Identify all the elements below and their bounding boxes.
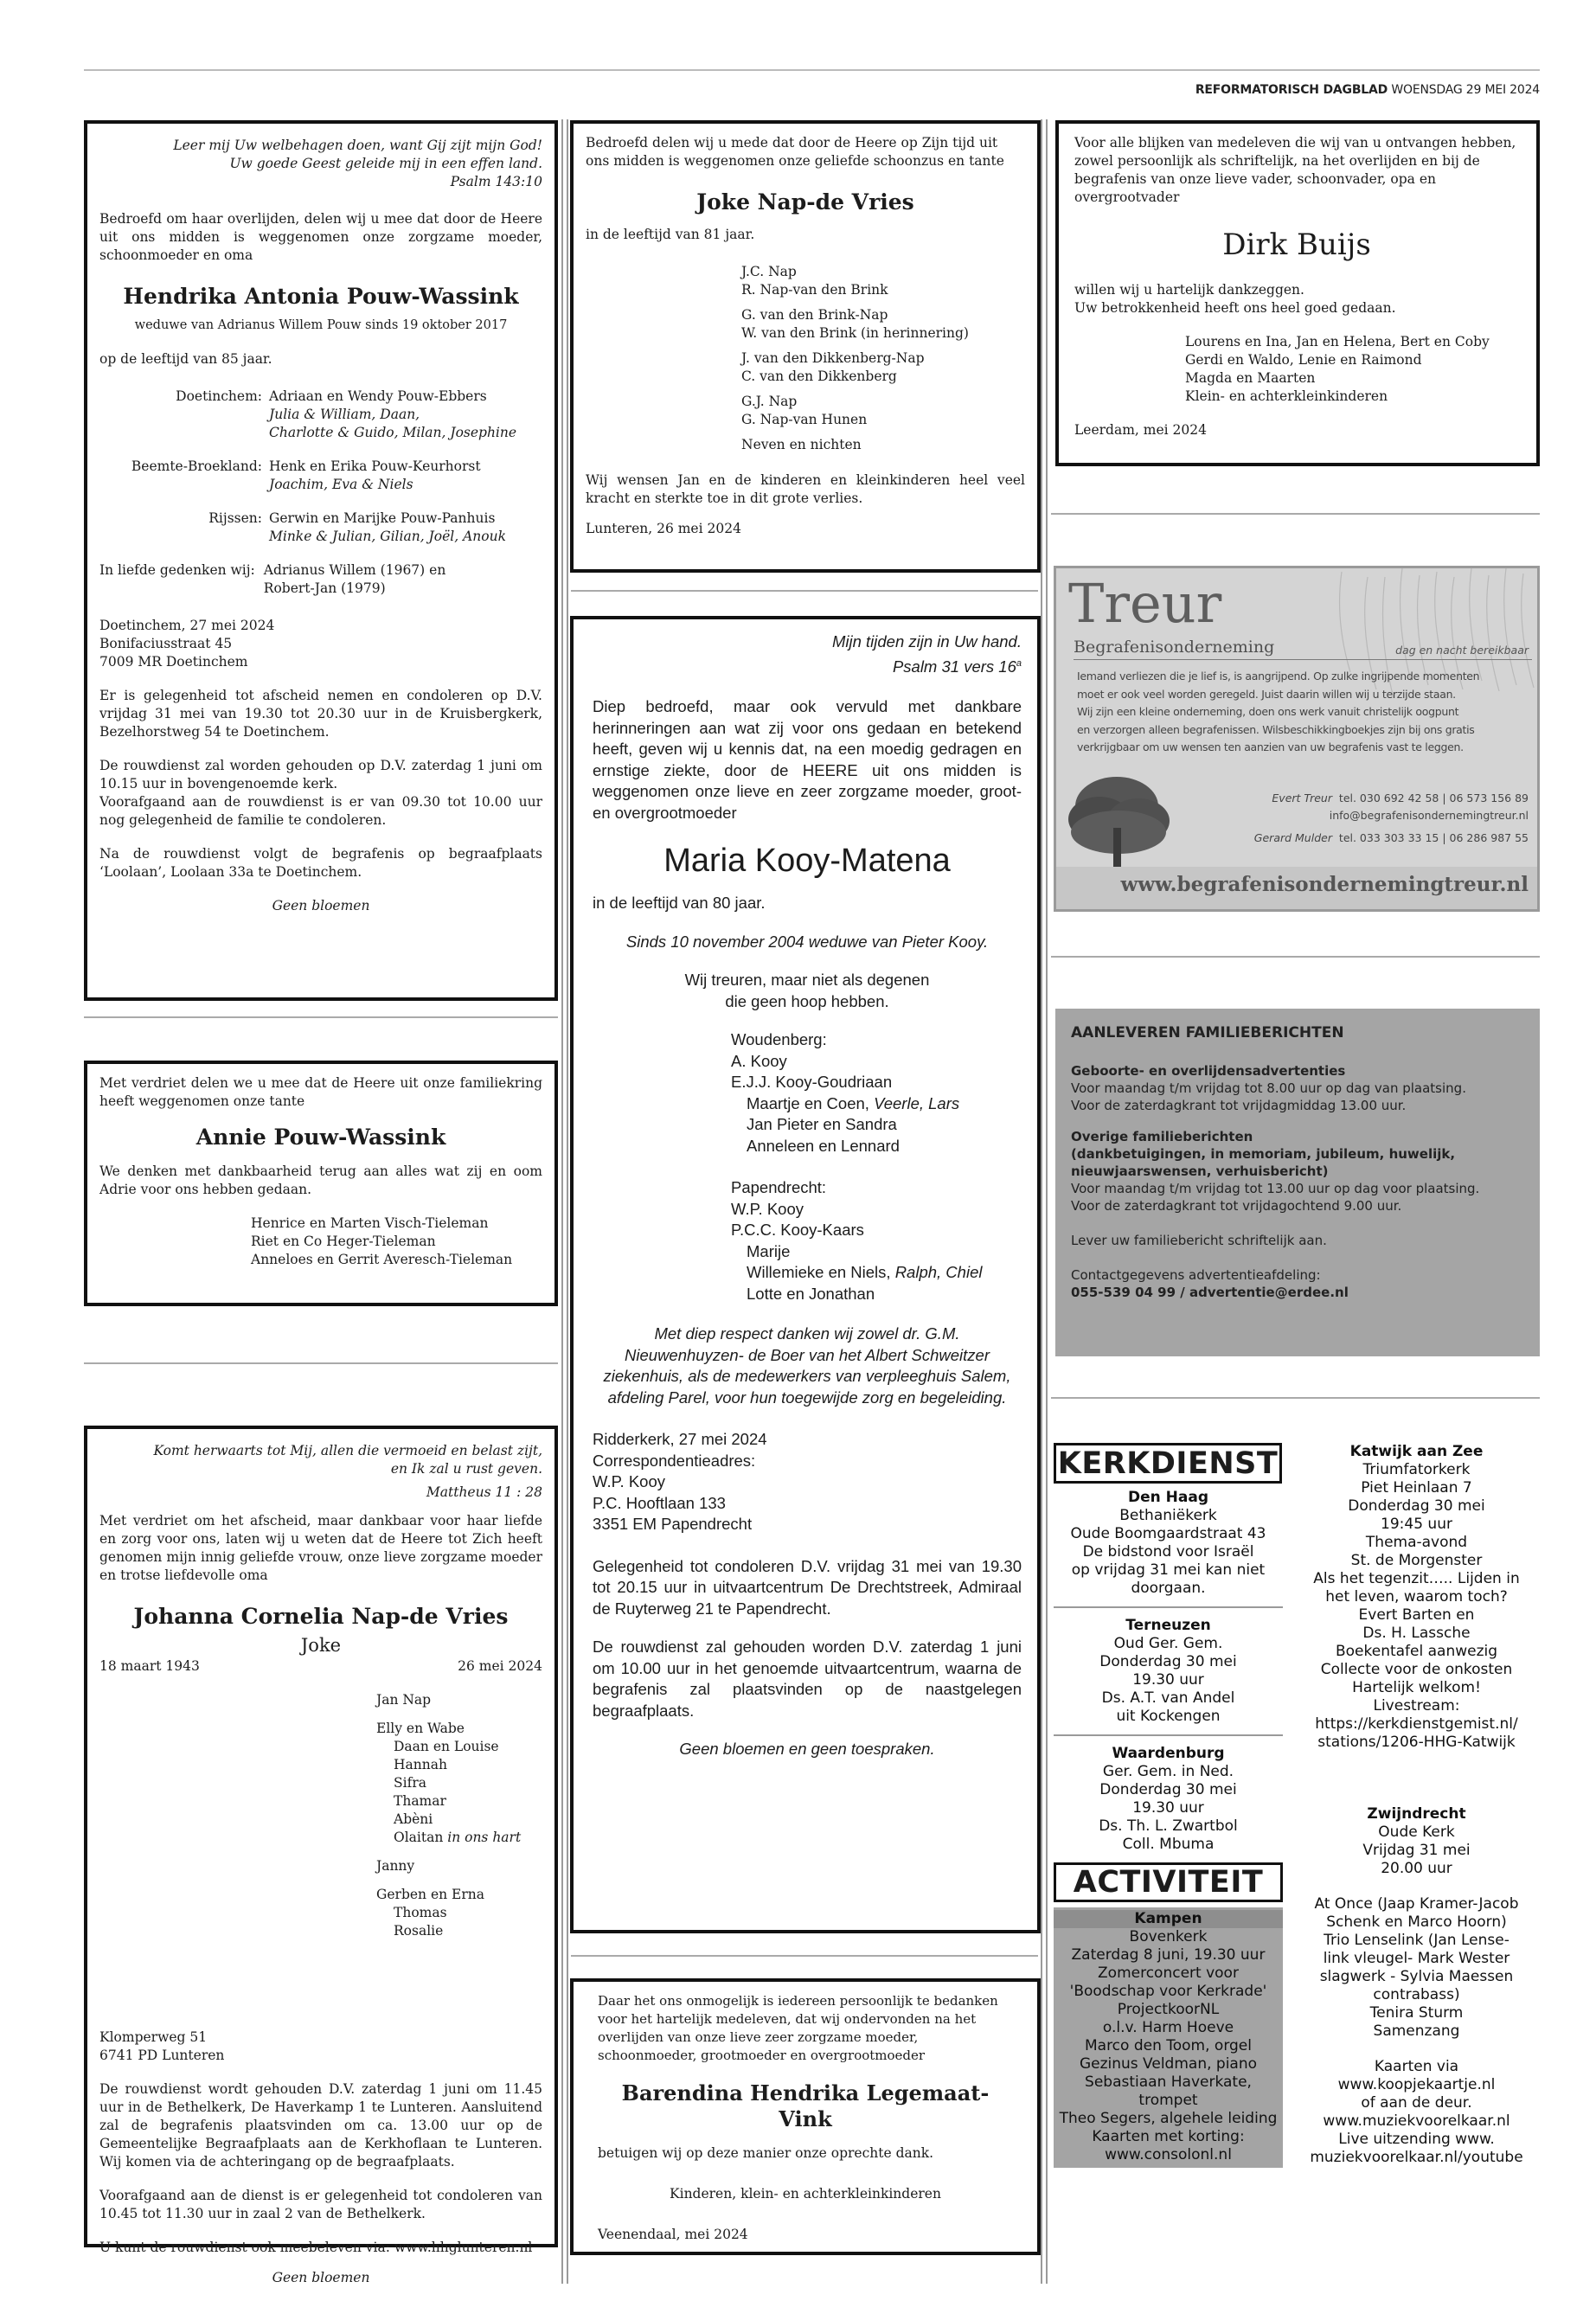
signatory: C. van den Dikkenberg xyxy=(741,369,897,384)
church-listing-waardenburg xyxy=(1054,1745,1283,1854)
listing-place: Katwijk aan Zee xyxy=(1349,1443,1484,1460)
family-line: A. Kooy xyxy=(731,1051,787,1070)
notice-intro: Diep bedroefd, maar ook vervuld met dankbare herinneringen aan wat zij voor ons gedaan en betekend heeft, geven wij u kennis dat, na een moedig gedragen en ernstige ziekte, door de HEERE uit ons midden is weggenomen onze lieve en zeer zorgzame moeder, groot- en overgrootmoeder xyxy=(593,697,1022,822)
quote-line: Leer mij Uw welbehagen doen, want Gij zijt mijn God! xyxy=(173,138,542,153)
notice-hendrika-pouw xyxy=(84,120,558,1001)
notice-text: Wij wensen Jan en de kinderen en kleinkinderen heel veel kracht en sterkte toe in dit grote verlies. xyxy=(586,472,1025,506)
listing-line: Gezinus Veldman, piano xyxy=(1079,2055,1258,2073)
treur-contact xyxy=(1254,790,1529,847)
dates-row xyxy=(99,1657,542,1676)
address-line: Klomperweg 51 xyxy=(99,2029,208,2045)
listing-line: 20.00 uur xyxy=(1381,1860,1452,1877)
notice-intro: Met verdriet delen we u mee dat de Heere uit onze familiekring heeft weggenomen onze tante xyxy=(99,1075,542,1109)
notice-intro: Voor alle blijken van medeleven die wij van u ontvangen hebben, zowel persoonlijk als schriftelijk, na het overlijden en bij de begrafenis van onze lieve vader, schoonvader, opa en overgrootvader xyxy=(1074,135,1516,205)
family-line-italic: Ralph, Chiel xyxy=(894,1263,983,1282)
address-line: W.P. Kooy xyxy=(593,1472,665,1491)
box-title: AANLEVEREN FAMILIEBERICHTEN xyxy=(1071,1024,1344,1042)
listing-line: trompet xyxy=(1138,2092,1198,2109)
listing-line: At Once (Jaap Kramer-Jacob xyxy=(1314,1895,1519,1913)
listing-line: 19.30 uur xyxy=(1132,1799,1204,1817)
signatories xyxy=(1074,333,1519,406)
notice-paragraph: Voorafgaand aan de dienst is er gelegenheid tot condoleren van 10.45 tot 11.30 uur in zaal 2 van de Bethelkerk. xyxy=(99,2188,542,2221)
listing-line: Ger. Gem. in Ned. xyxy=(1102,1763,1234,1780)
address-line: Bonifaciusstraat 45 xyxy=(99,636,233,651)
info-line: Voor de zaterdagkrant tot vrijdagmiddag 13.00 uur. xyxy=(1071,1098,1407,1113)
memory-label: In liefde gedenken wij: xyxy=(99,562,255,578)
listing-line: op vrijdag 31 mei kan niet xyxy=(1071,1561,1266,1579)
notice-joke-nap xyxy=(570,120,1041,573)
signatory: Gerdi en Waldo, Lenie en Raimond xyxy=(1185,352,1422,368)
family-line: Anneleen en Lennard xyxy=(747,1136,900,1155)
family-line: Jan Pieter en Sandra xyxy=(747,1115,897,1134)
family-line: Joachim, Eva & Niels xyxy=(269,477,413,492)
family-line xyxy=(376,1875,542,1886)
family-line-text: Willemieke en Niels, xyxy=(747,1263,891,1282)
info-line: Lever uw familiebericht schriftelijk aan. xyxy=(1071,1233,1327,1248)
listing-line: www.consolonl.nl xyxy=(1105,2146,1232,2163)
listing-line: Oude Kerk xyxy=(1378,1823,1455,1841)
treur-logo-title: Treur xyxy=(1068,572,1222,635)
treur-body xyxy=(1077,668,1479,757)
family-line-text: Maartje en Coen, xyxy=(747,1093,869,1112)
listing-line: Boekentafel aanwezig xyxy=(1335,1643,1498,1660)
signature: Kinderen, klein- en achterkleinkinderen xyxy=(670,2186,941,2202)
notice-maria-kooy xyxy=(570,616,1041,1933)
address-line: 7009 MR Doetinchem xyxy=(99,654,248,670)
deceased-name: Barendina Hendrika Legemaat-Vink xyxy=(621,2080,990,2131)
listing-line: Thema-avond xyxy=(1365,1534,1468,1551)
listing-line: doorgaan. xyxy=(1131,1580,1206,1597)
listing-line: Donderdag 30 mei xyxy=(1348,1497,1485,1515)
contact-name: Gerard Mulder xyxy=(1253,831,1332,844)
listing-line: o.l.v. Harm Hoeve xyxy=(1102,2019,1234,2036)
widow-line: weduwe van Adrianus Willem Pouw sinds 19 oktober 2017 xyxy=(134,318,508,332)
listing-line: Donderdag 30 mei xyxy=(1099,1781,1237,1798)
family-line: Gerwin en Marijke Pouw-Panhuis xyxy=(269,510,496,526)
notice-paragraph: De rouwdienst wordt gehouden D.V. zaterdag 1 juni om 11.45 uur in de Bethelkerk, De Haverkamp 1 te Lunteren. Aansluitend zal de begrafenis plaatsvinden om ca. 13.00 uur op de Gemeentelijke Begraafplaats aan de Kerkhoflaan te Lunteren. Wij komen via de achteringang op de begraafplaats. xyxy=(99,2081,542,2170)
family-line: Thamar xyxy=(394,1793,446,1809)
notice-text: betuigen wij op deze manier onze oprechte dank. xyxy=(598,2145,934,2161)
notice-johanna-nap xyxy=(84,1426,558,2285)
signatory: Henrice en Marten Visch-Tieleman xyxy=(251,1215,489,1231)
listing-line: Tenira Sturm xyxy=(1369,2004,1464,2022)
listing-line: contrabass) xyxy=(1373,1986,1460,2003)
listing-line: Live uitzending www. xyxy=(1338,2131,1495,2148)
quote-line xyxy=(593,653,1022,678)
kerkdienst-column xyxy=(1054,1443,1283,2168)
listing-line: Livestream: xyxy=(1373,1697,1460,1715)
listing-line: Collecte voor de onkosten xyxy=(1320,1661,1513,1678)
family-line: Elly en Wabe xyxy=(376,1721,465,1736)
address-block xyxy=(593,1429,1022,1535)
treur-tagline: dag en nacht bereikbaar xyxy=(1395,644,1529,657)
address-line: Correspondentieadres: xyxy=(593,1451,756,1470)
quote-line: Mijn tijden zijn in Uw hand. xyxy=(831,632,1022,651)
listing-line: Kaarten via xyxy=(1374,2058,1459,2075)
notice-text: willen wij u hartelijk dankzeggen. xyxy=(1074,282,1304,298)
listing-line: De bidstond voor Israël xyxy=(1082,1543,1254,1561)
listing-line: stations/1206-HHG-Katwijk xyxy=(1317,1734,1516,1751)
listing-line: Kaarten met korting: xyxy=(1092,2128,1245,2145)
notice-paragraph: Voorafgaand aan de rouwdienst is er van 09.30 tot 10.00 uur nog gelegenheid de familie te condoleren. xyxy=(99,794,542,828)
place-date: Leerdam, mei 2024 xyxy=(1074,422,1207,438)
treur-line: moet er ook veel worden geregeld. Juist daarin willen wij u terzijde staan. xyxy=(1077,687,1456,701)
family-list xyxy=(99,388,542,598)
signatories xyxy=(586,263,1025,454)
family-place: Doetinchem: xyxy=(176,388,262,404)
notice-intro: Daar het ons onmogelijk is iedereen persoonlijk te bedanken voor het hartelijk medeleven, dat wij ondervonden na het overlijden van onze lieve zeer zorgzame moeder, schoonmoeder, grootmoeder en overgrootmoeder xyxy=(598,1993,998,2063)
family-line: Lotte en Jonathan xyxy=(747,1284,875,1303)
no-flowers: Geen bloemen xyxy=(272,2270,370,2285)
notice-dirk-buijs xyxy=(1055,120,1540,466)
listing-line: Marco den Toom, orgel xyxy=(1084,2037,1252,2054)
treur-line: verkrijgbaar om uw wensen ten aanzien van uw begrafenis vast te leggen. xyxy=(1077,740,1464,753)
listing-line: 19:45 uur xyxy=(1381,1516,1452,1533)
family-line: Daan en Louise xyxy=(394,1739,499,1754)
verse-line: Wij treuren, maar niet als degenen xyxy=(684,971,930,990)
birth-date: 18 maart 1943 xyxy=(99,1658,200,1674)
family-line: Charlotte & Guido, Milan, Josephine xyxy=(269,425,517,440)
family-line: Sifra xyxy=(394,1775,426,1791)
signatory: Anneloes en Gerrit Averesch-Tieleman xyxy=(251,1252,513,1267)
notice-legemaat xyxy=(570,1978,1041,2255)
family-line: Marije xyxy=(747,1241,791,1260)
family-line: Minke & Julian, Gilian, Joël, Anouk xyxy=(269,529,506,544)
treur-line: en verzorgen alleen begrafenissen. Wilsbeschikkingboekjes zijn bij ons gratis xyxy=(1077,722,1475,736)
kerkdienst-column-right xyxy=(1293,1443,1540,2167)
quote-reference: Mattheus 11 : 28 xyxy=(426,1484,542,1500)
listing-line: Oud Ger. Gem. xyxy=(1113,1635,1223,1652)
listing-line: www.muziekvoorelkaar.nl xyxy=(1323,2112,1510,2130)
listing-line: Theo Segers, algehele leiding xyxy=(1059,2110,1278,2127)
page-header xyxy=(1185,83,1540,97)
listing-line: Coll. Mbuma xyxy=(1122,1836,1215,1853)
contact-email[interactable]: info@begrafenisondernemingtreur.nl xyxy=(1329,809,1529,822)
family-line: Adriaan en Wendy Pouw-Ebbers xyxy=(269,388,487,404)
family-line xyxy=(731,1093,1022,1115)
signatory: G.J. Nap xyxy=(741,394,798,409)
nickname: Joke xyxy=(300,1635,342,1656)
activity-place: Kampen xyxy=(1054,1910,1283,1928)
family-line: W.P. Kooy xyxy=(731,1199,804,1218)
family-line xyxy=(376,1709,542,1720)
family-line: Janny xyxy=(376,1858,415,1874)
quote-reference: Psalm 143:10 xyxy=(450,174,542,189)
widow-line: Sinds 10 november 2004 weduwe van Pieter Kooy. xyxy=(625,932,989,951)
family-place: Beemte-Broekland: xyxy=(131,458,262,474)
family-line xyxy=(376,1847,542,1857)
no-flowers: Geen bloemen xyxy=(272,898,370,913)
family-line: Rosalie xyxy=(394,1923,444,1939)
memory-line: Robert-Jan (1979) xyxy=(263,580,386,596)
submission-info-box xyxy=(1055,1009,1540,1356)
listing-line: of aan de deur. xyxy=(1361,2094,1472,2112)
notice-intro: Bedroefd om haar overlijden, delen wij u mee dat door de Heere uit ons midden is weggenomen onze zorgzame moeder, schoonmoeder en oma xyxy=(99,211,542,263)
listing-line: https://kerkdienstgemist.nl/ xyxy=(1315,1715,1518,1733)
notice-text: Uw betrokkenheid heeft ons heel goed gedaan. xyxy=(1074,300,1396,316)
thanks-text: Met diep respect danken wij zowel dr. G.M. Nieuwenhuyzen- de Boer van het Albert Schweitzer ziekenhuis, als de medewerkers van verpleeghuis Salem, afdeling Parel, voor hun toegewijde zorg en begeleiding. xyxy=(603,1324,1011,1407)
listing-line: Evert Barten en xyxy=(1358,1606,1475,1624)
info-line: (dankbetuigingen, in memoriam, jubileum, huwelijk, xyxy=(1071,1146,1456,1162)
family-place: Papendrecht: xyxy=(731,1178,827,1197)
address-line: Ridderkerk, 27 mei 2024 xyxy=(593,1430,767,1449)
signatory: G. van den Brink-Nap xyxy=(741,307,888,323)
info-line: nieuwjaarswensen, verhuisbericht) xyxy=(1071,1163,1329,1179)
deceased-name: Dirk Buijs xyxy=(1222,228,1371,262)
signatory: Klein- en achterkleinkinderen xyxy=(1185,388,1388,404)
deceased-name: Maria Kooy-Matena xyxy=(663,843,951,880)
quote-reference: Psalm 31 vers 16 xyxy=(892,657,1016,676)
treur-logo-subtitle: Begrafenisonderneming xyxy=(1074,638,1275,657)
church-listing-terneuzen xyxy=(1054,1617,1283,1726)
activity-listing-kampen xyxy=(1054,1907,1283,2168)
listing-line: Sebastiaan Haverkate, xyxy=(1085,2073,1252,2091)
church-listing-zwijndrecht xyxy=(1293,1805,1540,2167)
memory-row xyxy=(99,561,542,598)
listing-line: Samenzang xyxy=(1373,2022,1460,2040)
listing-line: Ds. H. Lassche xyxy=(1362,1625,1471,1642)
listing-line: www.koopjekaartje.nl xyxy=(1337,2076,1496,2093)
contact-phone: tel. 033 303 33 15 | 06 286 987 55 xyxy=(1338,831,1529,844)
contact-name: Evert Treur xyxy=(1272,792,1332,804)
info-line: Voor maandag t/m vrijdag tot 13.00 uur op dag voor plaatsing. xyxy=(1071,1181,1480,1196)
listing-line xyxy=(1293,2041,1540,2058)
listing-line: Vrijdag 31 mei xyxy=(1362,1842,1471,1859)
listing-line: Hartelijk welkom! xyxy=(1352,1679,1481,1696)
quote-line: Uw goede Geest geleide mij in een effen land. xyxy=(229,156,542,171)
family-line: Olaitan in ons hart xyxy=(394,1830,522,1845)
age-line: in de leeftijd van 80 jaar. xyxy=(593,894,766,913)
listing-line: link vleugel- Mark Wester xyxy=(1323,1950,1510,1967)
listing-line: Zomerconcert voor xyxy=(1098,1965,1239,1982)
signatory: G. Nap-van Hunen xyxy=(741,412,868,427)
church-listing-den-haag xyxy=(1054,1489,1283,1598)
treur-line: Iemand verliezen die je lief is, is aangrijpend. Op zulke ingrijpende momenten xyxy=(1077,670,1480,683)
church-listing-katwijk xyxy=(1293,1443,1540,1752)
family-line: Thomas xyxy=(394,1905,447,1920)
notice-paragraph: U kunt de rouwdienst ook meebeleven via: www.hhglunteren.nl xyxy=(99,2240,533,2255)
family-row xyxy=(99,388,542,442)
place-date: Lunteren, 26 mei 2024 xyxy=(586,521,741,536)
listing-line: 'Boodschap voor Kerkrade' xyxy=(1069,1983,1267,2000)
signatory xyxy=(741,299,1025,306)
listing-line: Bovenkerk xyxy=(1129,1928,1208,1945)
family-row xyxy=(99,510,542,546)
notice-paragraph: Na de rouwdienst volgt de begrafenis op begraafplaats ‘Loolaan’, Loolaan 33a te Doetinchem. xyxy=(99,846,542,880)
listing-line: Als het tegenzit….. Lijden in xyxy=(1313,1570,1520,1587)
age-line: in de leeftijd van 81 jaar. xyxy=(586,227,755,242)
notice-paragraph: De rouwdienst zal worden gehouden op D.V. zaterdag 1 juni om 10.15 uur in bovengenoemde kerk. xyxy=(99,758,542,792)
listing-line xyxy=(1293,1878,1540,1895)
listing-line: muziekvoorelkaar.nl/youtube xyxy=(1310,2149,1523,2166)
family-line: Henk en Erika Pouw-Keurhorst xyxy=(269,458,481,474)
listing-line: slagwerk - Sylvia Maessen xyxy=(1319,1968,1514,1985)
info-line: Contactgegevens advertentieafdeling: xyxy=(1071,1267,1321,1283)
notice-intro: Met verdriet om het afscheid, maar dankbaar voor haar liefde en zorg voor ons, laten wij u weten dat de Heere tot Zich heeft genomen mijn innig geliefde vrouw, onze lieve zorgzame moeder en trotse liefdevolle oma xyxy=(99,1513,542,1583)
listing-place: Zwijndrecht xyxy=(1367,1805,1466,1823)
deceased-name: Johanna Cornelia Nap-de Vries xyxy=(133,1604,509,1629)
signatory xyxy=(741,343,1025,349)
family-line xyxy=(731,1262,1022,1284)
family-line: E.J.J. Kooy-Goudriaan xyxy=(731,1073,893,1092)
listing-line: St. de Morgenster xyxy=(1350,1552,1483,1569)
treur-line: Wij zijn een kleine onderneming, doen ons werk vanuit christelijk oogpunt xyxy=(1077,705,1459,718)
in-memory-note: in ons hart xyxy=(443,1830,522,1845)
treur-advertisement xyxy=(1054,566,1540,912)
listing-line: Zaterdag 8 juni, 19.30 uur xyxy=(1071,1946,1266,1964)
family-line-italic: Veerle, Lars xyxy=(874,1093,960,1112)
family-list xyxy=(593,1029,1022,1304)
listing-line: Ds. A.T. van Andel xyxy=(1101,1689,1235,1707)
listing-line: het leven, waarom toch? xyxy=(1325,1588,1508,1606)
family-line: P.C.C. Kooy-Kaars xyxy=(731,1221,864,1240)
signatory: J.C. Nap xyxy=(741,264,797,279)
listing-line: Schenk en Marco Hoorn) xyxy=(1326,1913,1507,1931)
listing-place: Waardenburg xyxy=(1112,1745,1225,1762)
listing-line: Donderdag 30 mei xyxy=(1099,1653,1237,1670)
memory-line: Adrianus Willem (1967) en xyxy=(263,562,446,578)
paper-name: REFORMATORISCH DAGBLAD xyxy=(1195,83,1388,97)
contact-details[interactable]: 055-539 04 99 / advertentie@erdee.nl xyxy=(1071,1285,1349,1300)
notice-paragraph: Er is gelegenheid tot afscheid nemen en condoleren op D.V. vrijdag 31 mei van 19.30 tot 20.30 uur in de Kruisbergkerk, Bezelhorstweg 54 te Doetinchem. xyxy=(99,688,542,740)
deceased-name: Annie Pouw-Wassink xyxy=(195,1125,446,1150)
signatory: J. van den Dikkenberg-Nap xyxy=(741,350,925,366)
listing-line: Oude Boomgaardstraat 43 xyxy=(1070,1525,1266,1542)
listing-line: Trio Lenselink (Jan Lense- xyxy=(1324,1932,1509,1949)
listing-place: Den Haag xyxy=(1127,1489,1208,1506)
verse-line: die geen hoop hebben. xyxy=(725,991,889,1010)
signatories xyxy=(99,1215,542,1269)
place-date: Veenendaal, mei 2024 xyxy=(598,2227,748,2242)
family-line: Abèni xyxy=(394,1811,433,1827)
listing-line: Bethaniëkerk xyxy=(1119,1507,1217,1524)
family-line: Julia & William, Daan, xyxy=(269,407,420,422)
listing-line: Piet Heinlaan 7 xyxy=(1361,1479,1472,1497)
notice-paragraph: Gelegenheid tot condoleren D.V. vrijdag 31 mei van 19.30 tot 20.15 uur in uitvaartcentrum De Drechtstreek, Admiraal de Ruyterweg 21 te Papendrecht. xyxy=(593,1556,1022,1618)
treur-website[interactable]: www.begrafenisondernemingtreur.nl xyxy=(1120,873,1529,896)
quote-line: en Ik zal u rust geven. xyxy=(390,1461,542,1477)
address-line: 6741 PD Lunteren xyxy=(99,2048,225,2063)
signatory: Riet en Co Heger-Tieleman xyxy=(251,1234,436,1249)
signatory: R. Nap-van den Brink xyxy=(741,282,888,298)
family-row xyxy=(99,458,542,494)
family-list xyxy=(99,1691,542,2020)
activiteit-heading: ACTIVITEIT xyxy=(1054,1862,1283,1902)
quote-line: Komt herwaarts tot Mij, allen die vermoeid en belast zijt, xyxy=(153,1443,542,1458)
family-line: Jan Nap xyxy=(376,1692,432,1708)
notice-intro: Bedroefd delen wij u mede dat door de Heere op Zijn tijd uit ons midden is weggenomen onze geliefde schoonzus en tante xyxy=(586,135,1004,169)
address-line: P.C. Hooftlaan 133 xyxy=(593,1493,726,1512)
family-place: Woudenberg: xyxy=(731,1030,827,1049)
signatory xyxy=(741,429,1025,436)
deceased-name: Hendrika Antonia Pouw-Wassink xyxy=(123,284,519,309)
signatory xyxy=(741,386,1025,393)
kerkdienst-heading: KERKDIENST xyxy=(1054,1443,1282,1484)
deceased-name: Joke Nap-de Vries xyxy=(696,189,914,215)
notice-annie-pouw xyxy=(84,1061,558,1306)
age-line: op de leeftijd van 85 jaar. xyxy=(99,351,272,367)
section-heading: Geboorte- en overlijdensadvertenties xyxy=(1071,1063,1346,1079)
listing-line: Ds. Th. L. Zwartbol xyxy=(1099,1817,1238,1835)
signatory: Neven en nichten xyxy=(741,437,862,452)
info-line: Voor de zaterdagkrant tot vrijdagochtend 9.00 uur. xyxy=(1071,1198,1402,1214)
listing-line: Triumfatorkerk xyxy=(1362,1461,1471,1478)
listing-line: ProjectkoorNL xyxy=(1117,2001,1220,2018)
family-line: Hannah xyxy=(394,1757,447,1772)
address-line: 3351 EM Papendrecht xyxy=(593,1515,753,1534)
signatory: Lourens en Ina, Jan en Helena, Bert en Coby xyxy=(1185,334,1490,349)
contact-phone: tel. 030 692 42 58 | 06 573 156 89 xyxy=(1338,792,1529,804)
section-heading: Overige familieberichten xyxy=(1071,1129,1253,1144)
notice-paragraph: De rouwdienst zal gehouden worden D.V. zaterdag 1 juni om 10.00 uur in het genoemde uitvaartcentrum, waarna de begrafenis zal plaatsvinden op de naastgelegen begraafplaats. xyxy=(593,1638,1022,1720)
family-line: Gerben en Erna xyxy=(376,1887,484,1902)
quote-superscript: a xyxy=(1016,657,1022,669)
signatory: W. van den Brink (in herinnering) xyxy=(741,325,969,341)
issue-date: WOENSDAG 29 MEI 2024 xyxy=(1391,83,1540,97)
no-flowers: Geen bloemen en geen toespraken. xyxy=(679,1740,935,1759)
address-line: Doetinchem, 27 mei 2024 xyxy=(99,618,275,633)
listing-place: Terneuzen xyxy=(1125,1617,1211,1634)
listing-line: uit Kockengen xyxy=(1116,1708,1221,1725)
signatory: Magda en Maarten xyxy=(1185,370,1316,386)
death-date: 26 mei 2024 xyxy=(458,1658,542,1674)
family-place: Rijssen: xyxy=(208,510,262,526)
info-line: Voor maandag t/m vrijdag tot 8.00 uur op dag van plaatsing. xyxy=(1071,1080,1466,1096)
notice-text: We denken met dankbaarheid terug aan alles wat zij en oom Adrie voor ons hebben gedaan. xyxy=(99,1163,542,1197)
listing-line: 19.30 uur xyxy=(1132,1671,1204,1689)
